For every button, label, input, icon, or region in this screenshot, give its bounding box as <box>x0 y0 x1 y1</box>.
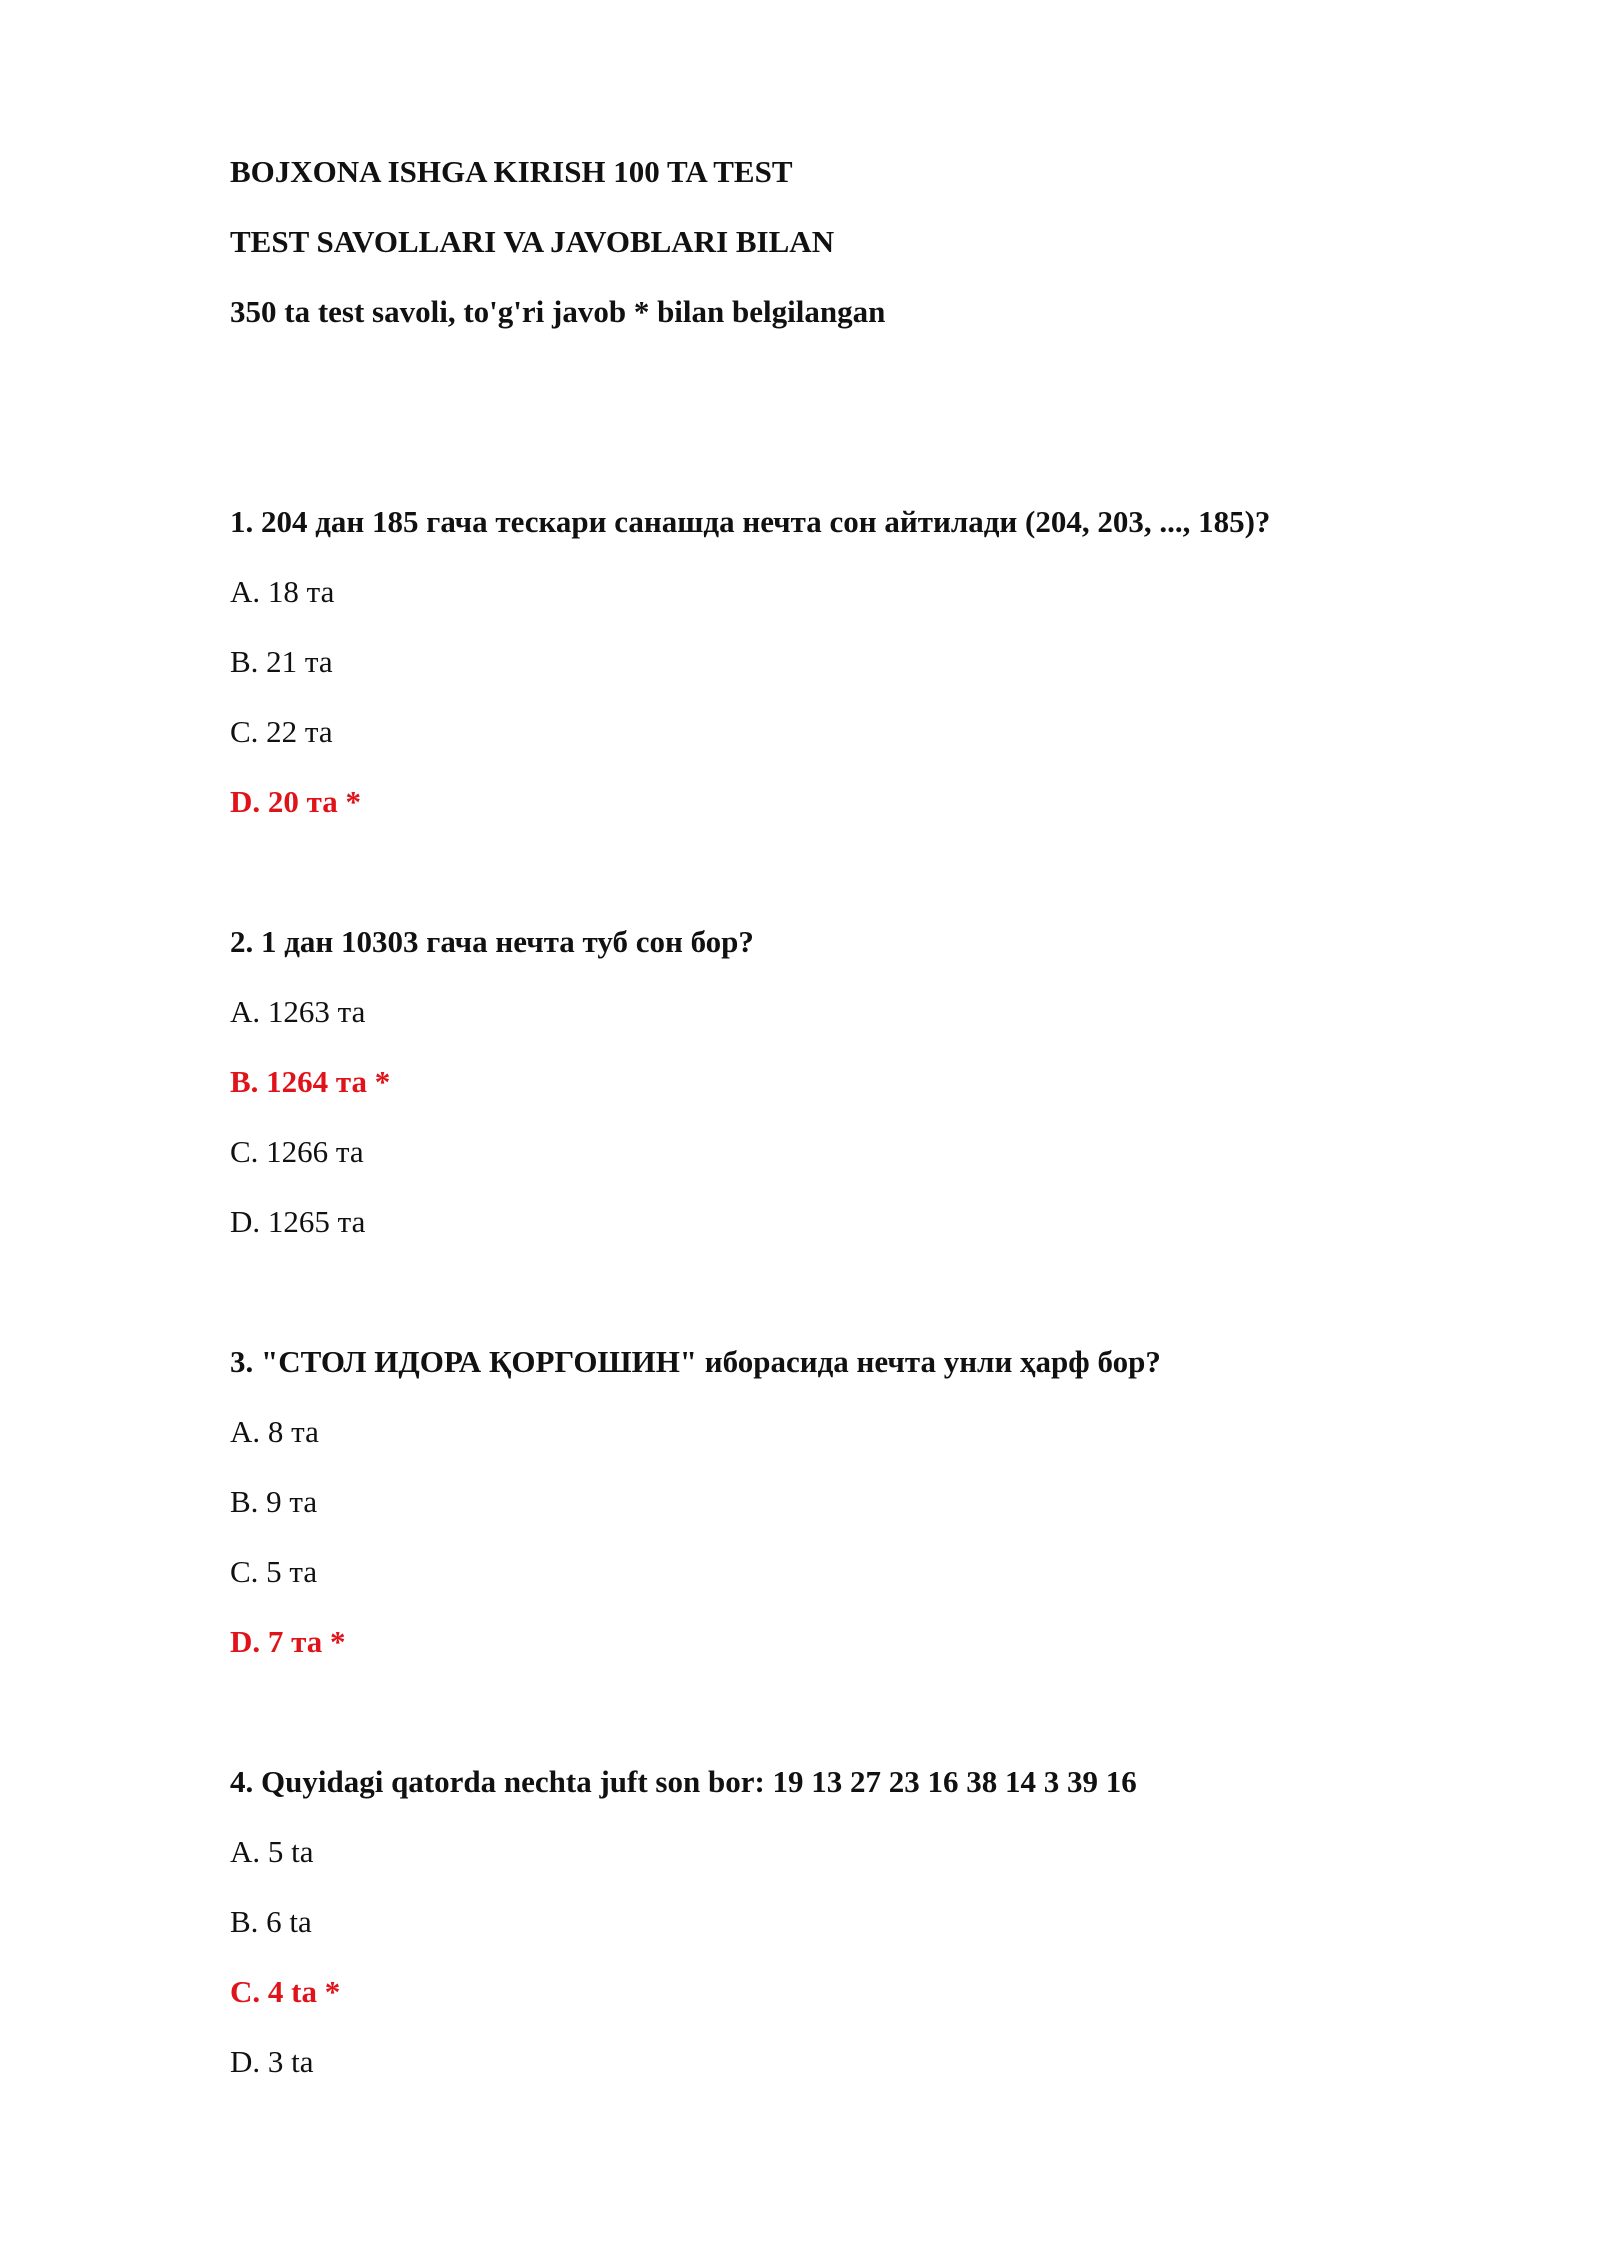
document-subtitle: TEST SAVOLLARI VA JAVOBLARI BILAN <box>230 224 835 259</box>
answer-option: A. 1263 та <box>230 994 366 1029</box>
answer-option: C. 1266 та <box>230 1134 364 1169</box>
answer-option: B. 6 ta <box>230 1904 312 1939</box>
question-text: 1. 204 дан 185 гача тескари санашда нечта сон айтилади (204, 203, ..., 185)? <box>230 504 1271 539</box>
document-title: BOJXONA ISHGA KIRISH 100 TA TEST <box>230 154 793 189</box>
answer-option: A. 5 ta <box>230 1834 314 1869</box>
answer-option: B. 21 та <box>230 644 333 679</box>
correct-answer-option: D. 20 та * <box>230 784 361 819</box>
answer-option: A. 18 та <box>230 574 335 609</box>
question-text: 3. "СТОЛ ИДОРА ҚОРГОШИН" иборасида нечта унли ҳарф бор? <box>230 1344 1161 1379</box>
correct-answer-option: D. 7 та * <box>230 1624 346 1659</box>
question-block <box>230 1344 1430 1694</box>
correct-answer-option: B. 1264 та * <box>230 1064 391 1099</box>
answer-option: B. 9 та <box>230 1484 318 1519</box>
question-block <box>230 504 1430 854</box>
document-note: 350 ta test savoli, to'g'ri javob * bilan belgilangan <box>230 294 886 329</box>
question-block <box>230 924 1430 1274</box>
answer-option: C. 22 та <box>230 714 333 749</box>
answer-option: D. 1265 та <box>230 1204 366 1239</box>
question-block <box>230 1764 1430 2114</box>
question-text: 2. 1 дан 10303 гача нечта туб сон бор? <box>230 924 754 959</box>
answer-option: A. 8 та <box>230 1414 319 1449</box>
answer-option: C. 5 та <box>230 1554 318 1589</box>
correct-answer-option: C. 4 ta * <box>230 1974 341 2009</box>
question-text: 4. Quyidagi qatorda nechta juft son bor: 19 13 27 23 16 38 14 3 39 16 <box>230 1764 1137 1799</box>
answer-option: D. 3 ta <box>230 2044 314 2079</box>
